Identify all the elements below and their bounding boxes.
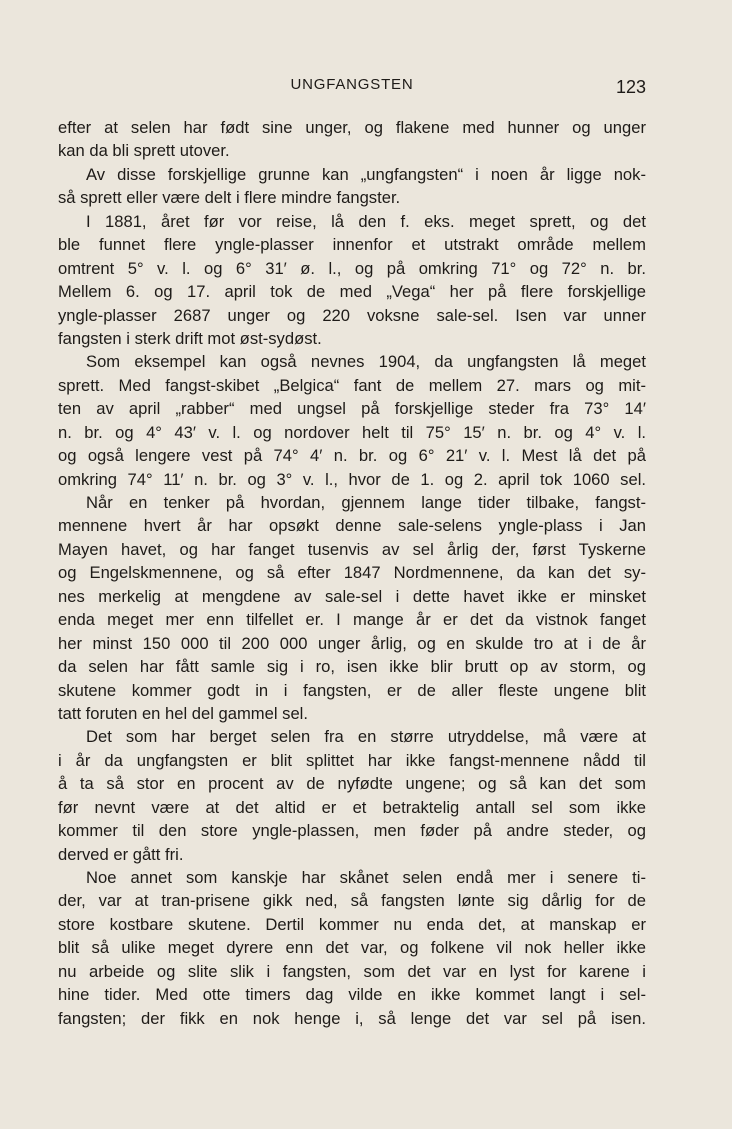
text-line: efter at selen har født sine unger, og flakene med hunner og unger: [58, 118, 646, 137]
text-line: Det som har berget selen fra en større utryddelse, må være at: [86, 727, 646, 747]
text-line: yngle-plasser 2687 unger og 220 voksne sale-sel. Isen var unner: [58, 305, 646, 325]
text-line: tatt foruten en hel del gammel sel.: [58, 703, 308, 723]
page-number: 123: [615, 77, 646, 97]
text-line: kan da bli sprett utover.: [58, 141, 230, 161]
text-line: nu arbeide og slite slik i fangsten, som det var en lyst for karene i: [58, 961, 646, 981]
text-line: da selen har fått samle sig i ro, isen ikke blir brutt op av storm, og: [58, 657, 646, 677]
text-line: nes merkelig at mengdene av sale-sel i dette havet ikke er minsket: [58, 586, 646, 606]
text-line: og Engelskmennene, og så efter 1847 Nordmennene, da kan det sy-: [58, 563, 646, 583]
text-line: enda meget mer enn tilfellet er. I mange år er det da vistnok fanget: [58, 610, 646, 630]
text-line: I 1881, året før vor reise, lå den f. eks. meget sprett, og det: [86, 211, 646, 231]
text-line: omtrent 5° v. l. og 6° 31′ ø. l., og på omkring 71° og 72° n. br.: [58, 258, 646, 278]
text-line: og også lengere vest på 74° 4′ n. br. og 6° 21′ v. l. Mest lå det på: [58, 446, 646, 466]
text-line: ble funnet flere yngle-plasser innenfor et utstrakt område mellem: [58, 235, 646, 255]
text-line: mennene hvert år har opsøkt denne sale-selens yngle-plass i Jan: [58, 516, 646, 536]
text-line: sprett. Med fangst-skibet „Belgica“ fant de mellem 27. mars og mit-: [58, 375, 646, 395]
text-line: der, var at tran-prisene gikk ned, så fangsten lønte sig dårlig for de: [58, 891, 646, 911]
body-text: [58, 116, 646, 1030]
text-line: å ta så stor en procent av de nyfødte ungene; og så kan det som: [58, 774, 646, 794]
text-line: Noe annet som kanskje har skånet selen endå mer i senere ti-: [86, 868, 646, 887]
running-head: [58, 76, 646, 100]
text-line: Når en tenker på hvordan, gjennem lange tider tilbake, fangst-: [86, 493, 646, 512]
text-line: her minst 150 000 til 200 000 unger årlig, og en skulde tro at i de år: [58, 633, 646, 653]
text-line: fangsten i sterk drift mot øst-sydøst.: [58, 328, 322, 348]
text-line: skutene kommer godt in i fangsten, er de aller fleste ungene blit: [58, 680, 646, 700]
text-line: i år da ungfangsten er blit splittet har ikke fangst-mennene nådd til: [58, 750, 646, 770]
text-line: Som eksempel kan også nevnes 1904, da ungfangsten lå meget: [86, 352, 646, 372]
text-line: så sprett eller være delt i flere mindre fangster.: [58, 188, 401, 208]
text-line: Mellem 6. og 17. april tok de med „Vega“ her på flere forskjellige: [58, 282, 646, 302]
running-title: UNGFANGSTEN: [290, 76, 414, 93]
text-line: derved er gått fri.: [58, 844, 184, 864]
text-line: fangsten; der fikk en nok henge i, så lenge det var sel på isen.: [58, 1008, 646, 1028]
text-line: blit så ulike meget dyrere enn det var, og folkene vil nok heller ikke: [58, 938, 646, 958]
text-line: før nevnt være at det altid er et betraktelig antall sel som ikke: [58, 797, 646, 817]
text-line: hine tider. Med otte timers dag vilde en ikke kommet langt i sel-: [58, 985, 646, 1005]
text-line: n. br. og 4° 43′ v. l. og nordover helt til 75° 15′ n. br. og 4° v. l.: [58, 422, 646, 442]
text-line: ten av april „rabber“ med ungsel på forskjellige steder fra 73° 14′: [58, 399, 646, 419]
text-line: Av disse forskjellige grunne kan „ungfangsten“ i noen år ligge nok-: [86, 164, 646, 184]
text-line: kommer til den store yngle-plassen, men føder på andre steder, og: [58, 821, 646, 841]
text-line: Mayen havet, og har fanget tusenvis av sel årlig der, først Tyskerne: [58, 539, 646, 559]
text-line: omkring 74° 11′ n. br. og 3° v. l., hvor de 1. og 2. april tok 1060 sel.: [58, 469, 646, 489]
text-line: store kostbare skutene. Dertil kommer nu enda det, at manskap er: [58, 914, 646, 934]
